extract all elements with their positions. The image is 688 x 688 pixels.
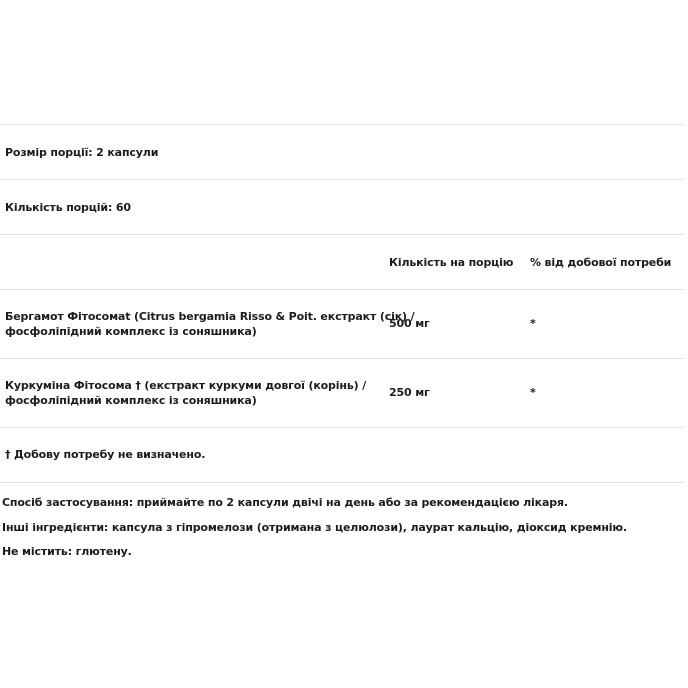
ingredient-name-line2: фосфоліпідний комплекс із соняшника) <box>5 394 257 407</box>
ingredient-name-line1: Бергамот Фітосомаt (Citrus bergamia Risso & Poit. екстракт (сік) / <box>5 310 415 323</box>
ingredient-daily-value: * <box>530 386 536 399</box>
other-ingredients: Інші інгредієнти: капсула з гіпромелози (отримана з целюлози), лаурат кальцію, діоксид кремнію. <box>2 520 627 534</box>
free-from: Не містить: глютену. <box>2 545 132 558</box>
ingredient-name <box>5 309 415 339</box>
ingredient-name-line1: Куркуміна Фітосома † (екстракт куркуми довгої (корінь) / <box>5 379 367 392</box>
table-row <box>0 358 684 427</box>
product-notes <box>2 496 627 570</box>
ingredient-name <box>5 378 366 408</box>
ingredient-name-line2: фосфоліпідний комплекс із соняшника) <box>5 325 257 338</box>
supplement-facts-table <box>0 124 684 483</box>
table-header-row <box>0 234 684 289</box>
column-header-amount: Кількість на порцію <box>389 256 514 269</box>
usage-instructions: Спосіб застосування: приймайте по 2 капсули двічі на день або за рекомендацією лікаря. <box>2 496 568 509</box>
table-row <box>0 289 684 358</box>
column-header-daily-value: % від добової потреби <box>530 256 672 269</box>
servings-per-container: Кількість порцій: 60 <box>5 201 131 214</box>
footnote-row <box>0 427 684 483</box>
footnote: † Добову потребу не визначено. <box>5 448 206 461</box>
serving-size-row <box>0 124 684 179</box>
ingredient-daily-value: * <box>530 317 536 330</box>
serving-size: Розмір порції: 2 капсули <box>5 146 159 159</box>
servings-per-container-row <box>0 179 684 234</box>
ingredient-amount: 500 мг <box>389 317 430 330</box>
ingredient-amount: 250 мг <box>389 386 430 399</box>
